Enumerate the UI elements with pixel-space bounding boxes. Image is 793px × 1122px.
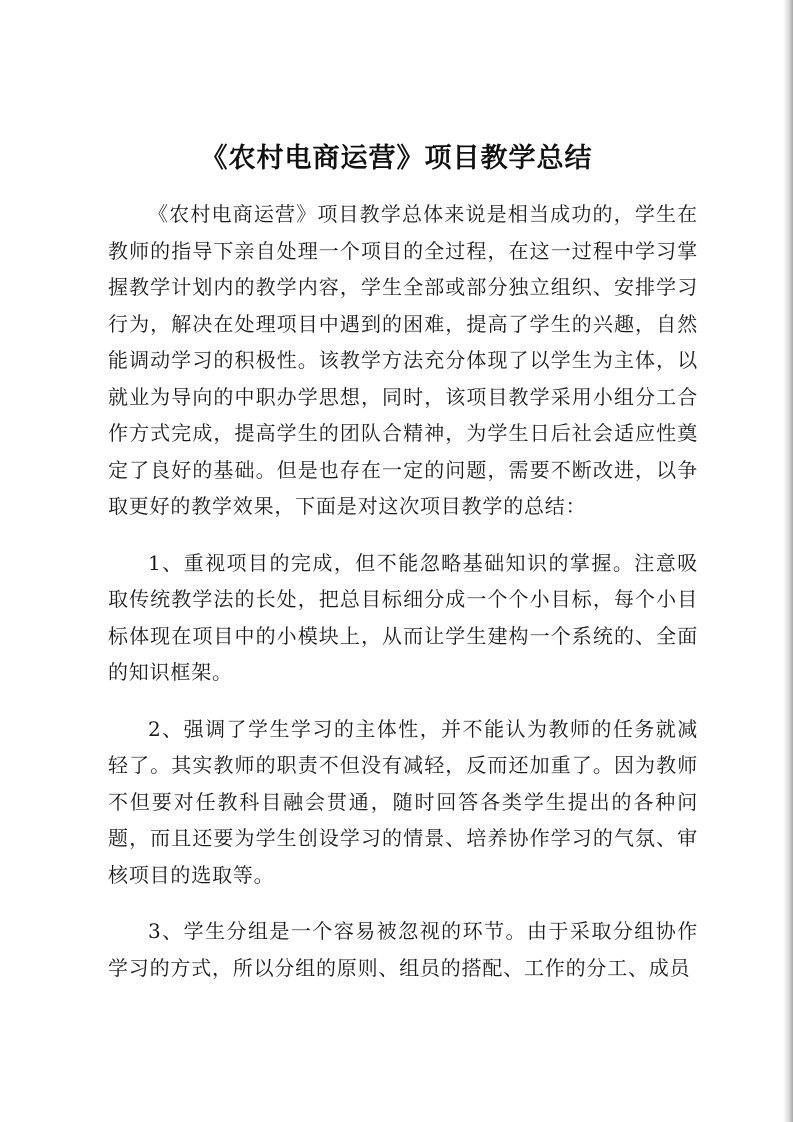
paragraph-intro: 《农村电商运营》项目教学总体来说是相当成功的，学生在教师的指导下亲自处理一个项目的全过程，在这一过程中学习掌握教学计划内的教学内容，学生全部或部分独立组织、安排学习行为，解决在处理项目中遇到的困难，提高了学生的兴趣，自然能调动学习的积极性。该教学方法充分体现了以学生为主体，以就业为导向的中职办学思想，同时，该项目教学采用小组分工合作方式完成，提高学生的团队合精神，为学生日后社会适应性奠定了良好的基础。但是也存在一定的问题，需要不断改进，以争取更好的教学效果，下面是对这次项目教学的总结：	[108, 202, 698, 518]
paragraph-point-1: 1、重视项目的完成，但不能忽略基础知识的掌握。注意吸取传统教学法的长处，把总目标细分成一个个小目标，每个小目标体现在项目中的小模块上，从而让学生建构一个系统的、全面的知识框架。	[108, 550, 698, 684]
document-title: 《农村电商运营》项目教学总结	[200, 143, 593, 174]
document-body	[108, 196, 698, 986]
paragraph-point-3: 3、学生分组是一个容易被忽视的环节。由于采取分组协作学习的方式，所以分组的原则、组员的搭配、工作的分工、成员	[108, 919, 698, 980]
paragraph-point-2: 2、强调了学生学习的主体性，并不能认为教师的任务就减轻了。其实教师的职责不但没有减轻，反而还加重了。因为教师不但要对任教科目融会贯通，随时回答各类学生提出的各种问题，而且还要为学生创设学习的情景、培养协作学习的气氛、审核项目的选取等。	[108, 716, 698, 887]
